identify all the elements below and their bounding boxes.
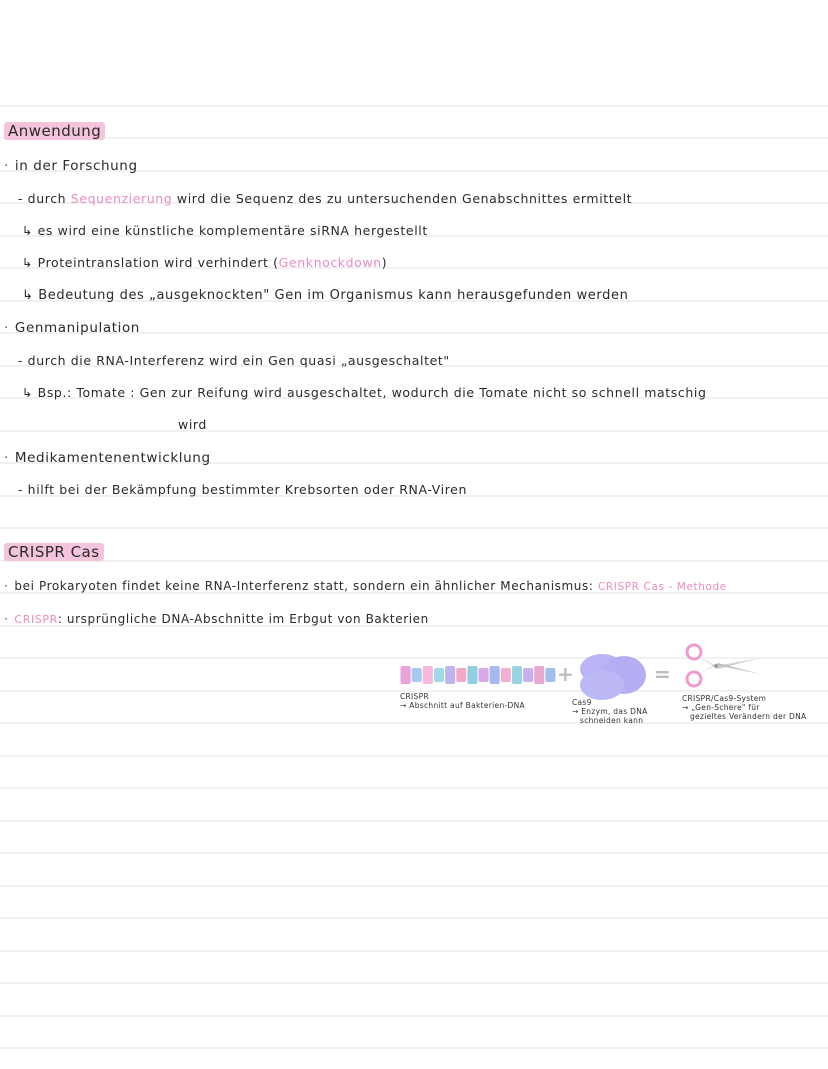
system-caption (682, 694, 806, 721)
equals-sign: = (654, 662, 671, 686)
highlight-sequenzierung: Sequenzierung (70, 191, 173, 206)
caption-line: → „Gen-Schere" für (682, 703, 760, 712)
text: bei Prokaryoten findet keine RNA-Interferenz statt, sondern ein ähnlicher Mechanismus: (14, 579, 594, 593)
dna-segment (545, 668, 555, 682)
dna-segment (512, 666, 522, 684)
title-highlight: CRISPR Cas (4, 543, 104, 561)
crispr-caption (400, 692, 525, 710)
plus-sign: + (557, 662, 574, 686)
cas9-enzyme (578, 653, 648, 701)
dna-segment (523, 668, 533, 682)
text: - durch (18, 191, 67, 206)
bullet-dot: · (4, 579, 9, 593)
dna-segment (490, 666, 500, 684)
bullet-dot: · (4, 320, 9, 336)
line-rna-interferenz: - durch die RNA-Interferenz wird ein Gen quasi „ausgeschaltet" (18, 353, 450, 368)
section-title-crispr (4, 544, 104, 560)
highlight-crispr: CRISPR (14, 613, 58, 626)
dna-segment (423, 666, 433, 684)
bullet-text: Medikamentenentwicklung (14, 450, 211, 466)
text: : ursprüngliche DNA-Abschnitte im Erbgut von Bakterien (57, 612, 429, 626)
caption-line: → Abschnitt auf Bakterien-DNA (400, 701, 525, 710)
dna-segment (501, 668, 511, 682)
caption-line: schneiden kann (580, 716, 644, 725)
caption-line: gezieltes Verändern der DNA (690, 712, 807, 721)
text: ) (381, 255, 388, 270)
line-proteintranslation (22, 255, 387, 271)
text: ↳ Proteintranslation wird verhindert ( (22, 255, 279, 270)
line-sirna: ↳ es wird eine künstliche komplementäre siRNA hergestellt (22, 223, 428, 238)
bullet-forschung (4, 158, 138, 174)
bullet-text: Genmanipulation (14, 320, 140, 336)
bullet-dot: · (4, 612, 9, 626)
dna-segment (412, 668, 422, 682)
line-bedeutung: ↳ Bedeutung des „ausgeknockten" Gen im Organismus kann herausgefunden werden (22, 288, 629, 303)
dna-segment (534, 666, 544, 684)
text: wird die Sequenz des zu untersuchenden Genabschnittes ermittelt (176, 191, 633, 206)
section-title-anwendung (4, 123, 105, 139)
dna-segment (467, 666, 477, 684)
title-highlight: Anwendung (4, 122, 105, 140)
line-krebsorten: - hilft bei der Bekämpfung bestimmter Krebsorten oder RNA-Viren (18, 482, 467, 497)
line-tomate: ↳ Bsp.: Tomate : Gen zur Reifung wird ausgeschaltet, wodurch die Tomate nicht so schnell matschig (22, 385, 707, 400)
line-tomate-cont: wird (178, 417, 207, 432)
dna-segment (401, 666, 411, 684)
bullet-genmanipulation (4, 320, 140, 336)
dna-segment (445, 666, 455, 684)
crispr-dna-strip (400, 664, 556, 686)
bullet-dot: · (4, 158, 9, 174)
caption-line: CRISPR/Cas9-System (682, 694, 767, 703)
bullet-dot: · (4, 450, 9, 466)
line-sequenzierung (18, 191, 632, 207)
line-crispr-def (4, 611, 429, 628)
caption-line: → Enzym, das DNA (572, 707, 648, 716)
dna-segment (479, 668, 489, 682)
highlight-crispr-methode: CRISPR Cas - Methode (597, 581, 727, 593)
caption-line: Cas9 (572, 698, 592, 707)
highlight-genknockdown: Genknockdown (278, 255, 382, 270)
cas9-lobe-bottom (580, 670, 624, 700)
line-prokaryoten (4, 578, 727, 595)
cas9-caption (572, 698, 648, 725)
caption-line: CRISPR (400, 692, 429, 701)
bullet-text: in der Forschung (14, 158, 138, 174)
scissors-icon (682, 642, 764, 690)
bullet-medikamente (4, 450, 211, 466)
dna-segment (456, 668, 466, 682)
dna-segment (434, 668, 444, 682)
